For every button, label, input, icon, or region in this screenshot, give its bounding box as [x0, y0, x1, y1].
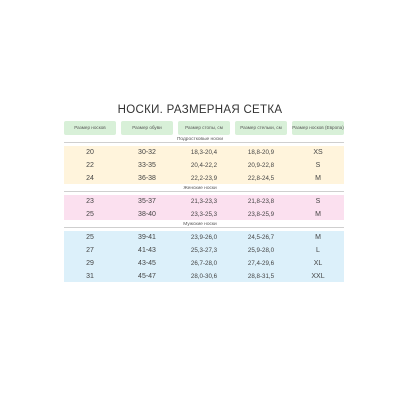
- cell-shoe-size: 43-45: [138, 259, 156, 267]
- table-row: [64, 270, 344, 282]
- cell-insole-size: 25,9-28,0: [247, 246, 275, 254]
- header-foot-size: Размер стопы, см: [178, 121, 230, 135]
- cell-sock-size: 25: [86, 233, 94, 241]
- cell-europe-size: M: [315, 174, 321, 182]
- section-label-teen: Подростковые носки: [0, 137, 400, 142]
- table-row: [64, 257, 344, 269]
- cell-europe-size: M: [315, 210, 321, 218]
- cell-insole-size: 22,8-24,5: [247, 174, 275, 182]
- cell-insole-size: 21,8-23,8: [247, 197, 275, 205]
- cell-shoe-size: 33-35: [138, 161, 156, 169]
- cell-foot-size: 21,3-23,3: [190, 197, 218, 205]
- header-europe-size: Размер носков (Европа): [292, 121, 344, 135]
- cell-foot-size: 28,0-30,6: [190, 272, 218, 280]
- header-insole-size: Размер стельки, см: [235, 121, 287, 135]
- table-row: [64, 172, 344, 184]
- cell-shoe-size: 30-32: [138, 148, 156, 156]
- cell-shoe-size: 45-47: [138, 272, 156, 280]
- header-shoe-size: Размер обуви: [121, 121, 173, 135]
- cell-shoe-size: 35-37: [138, 197, 156, 205]
- page-title: НОСКИ. РАЗМЕРНАЯ СЕТКА: [117, 104, 283, 116]
- cell-sock-size: 25: [86, 210, 94, 218]
- cell-sock-size: 31: [86, 272, 94, 280]
- cell-europe-size: M: [315, 233, 321, 241]
- header-sock-size: Размер носков: [64, 121, 116, 135]
- cell-europe-size: XL: [313, 259, 323, 267]
- divider: [64, 191, 344, 192]
- cell-foot-size: 22,2-23,9: [190, 174, 218, 182]
- section-label-women: Женские носки: [0, 186, 400, 191]
- cell-foot-size: 18,3-20,4: [190, 148, 218, 156]
- cell-sock-size: 29: [86, 259, 94, 267]
- cell-foot-size: 26,7-28,0: [190, 259, 218, 267]
- table-header: [64, 121, 344, 137]
- cell-foot-size: 23,9-26,0: [190, 233, 218, 241]
- cell-insole-size: 28,8-31,5: [247, 272, 275, 280]
- table-row: [64, 159, 344, 171]
- cell-insole-size: 20,9-22,8: [247, 161, 275, 169]
- cell-europe-size: L: [316, 246, 320, 254]
- cell-europe-size: S: [315, 161, 321, 169]
- cell-europe-size: S: [315, 197, 321, 205]
- cell-sock-size: 27: [86, 246, 94, 254]
- cell-foot-size: 25,3-27,3: [190, 246, 218, 254]
- cell-foot-size: 23,3-25,3: [190, 210, 218, 218]
- cell-insole-size: 24,5-26,7: [247, 233, 275, 241]
- section-teen: [64, 146, 344, 184]
- table-row: [64, 208, 344, 220]
- section-label-men: Мужские носки: [0, 222, 400, 227]
- section-men: [64, 231, 344, 282]
- section-women: [64, 195, 344, 220]
- cell-shoe-size: 39-41: [138, 233, 156, 241]
- cell-sock-size: 24: [86, 174, 94, 182]
- cell-sock-size: 23: [86, 197, 94, 205]
- cell-europe-size: XXL: [311, 272, 325, 280]
- table-row: [64, 244, 344, 256]
- cell-insole-size: 27,4-29,6: [247, 259, 275, 267]
- cell-sock-size: 22: [86, 161, 94, 169]
- cell-shoe-size: 38-40: [138, 210, 156, 218]
- divider: [64, 142, 344, 143]
- cell-shoe-size: 41-43: [138, 246, 156, 254]
- cell-sock-size: 20: [86, 148, 94, 156]
- table-row: [64, 231, 344, 243]
- cell-foot-size: 20,4-22,2: [190, 161, 218, 169]
- cell-insole-size: 18,8-20,9: [247, 148, 275, 156]
- divider: [64, 227, 344, 228]
- cell-shoe-size: 36-38: [138, 174, 156, 182]
- table-row: [64, 146, 344, 158]
- cell-insole-size: 23,8-25,9: [247, 210, 275, 218]
- table-row: [64, 195, 344, 207]
- cell-europe-size: XS: [313, 148, 323, 156]
